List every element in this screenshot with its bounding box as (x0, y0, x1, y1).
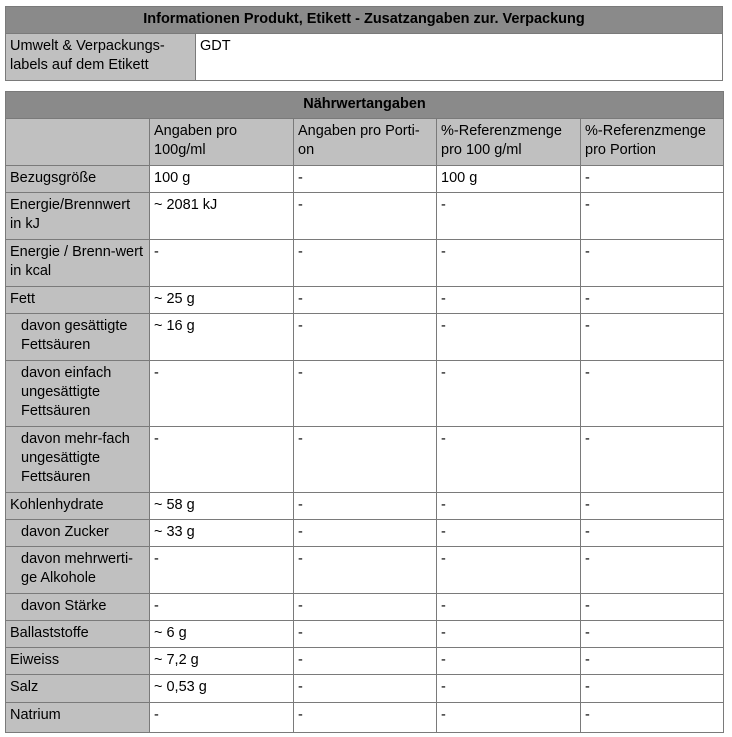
cell-value: - (437, 621, 581, 648)
column-header: Angaben pro 100g/ml (150, 119, 294, 166)
cell-value: - (581, 427, 724, 493)
cell-value: - (294, 427, 437, 493)
table-row (6, 493, 724, 520)
cell-value: - (437, 648, 581, 675)
row-label: Eiweiss (6, 648, 150, 675)
row-label: Bezugsgröße (6, 166, 150, 193)
row-label: Ballaststoffe (6, 621, 150, 648)
row-label: Energie/Brennwert in kJ (6, 193, 150, 240)
cell-value: ~ 16 g (150, 314, 294, 361)
table-row (6, 703, 724, 733)
cell-value: - (150, 361, 294, 427)
cell-value: - (581, 648, 724, 675)
cell-value: 100 g (437, 166, 581, 193)
cell-value: - (581, 493, 724, 520)
cell-value: - (294, 314, 437, 361)
cell-value: ~ 7,2 g (150, 648, 294, 675)
nutrition-title: Nährwertangaben (6, 92, 724, 119)
cell-value: - (294, 621, 437, 648)
table-row (6, 648, 724, 675)
cell-value: ~ 25 g (150, 287, 294, 314)
cell-value: - (294, 547, 437, 594)
packaging-label-heading (6, 34, 196, 81)
column-header: %-Referenzmenge pro Portion (581, 119, 724, 166)
cell-value: - (437, 361, 581, 427)
cell-value: - (294, 520, 437, 547)
cell-value: - (437, 520, 581, 547)
product-info-table (5, 6, 723, 81)
row-label: davon mehrwerti-ge Alkohole (6, 547, 150, 594)
cell-value: - (150, 594, 294, 621)
table-row (6, 287, 724, 314)
cell-value: - (294, 287, 437, 314)
cell-value: - (581, 594, 724, 621)
cell-value: - (581, 361, 724, 427)
cell-value: - (294, 675, 437, 703)
cell-value: - (437, 193, 581, 240)
cell-value: - (581, 193, 724, 240)
table-row (6, 240, 724, 287)
cell-value: - (150, 240, 294, 287)
cell-value: - (437, 240, 581, 287)
table-row (6, 594, 724, 621)
table-row (6, 427, 724, 493)
column-header: %-Referenzmenge pro 100 g/ml (437, 119, 581, 166)
cell-value: - (581, 287, 724, 314)
table-row (6, 520, 724, 547)
cell-value: - (294, 594, 437, 621)
row-label: davon Stärke (6, 594, 150, 621)
cell-value: - (150, 547, 294, 594)
cell-value: - (437, 703, 581, 733)
cell-value: - (150, 427, 294, 493)
cell-value: - (437, 427, 581, 493)
cell-value: - (437, 493, 581, 520)
column-header (6, 119, 150, 166)
cell-value: - (437, 594, 581, 621)
cell-value: - (150, 703, 294, 733)
cell-value: - (581, 703, 724, 733)
cell-value: - (581, 240, 724, 287)
cell-value: - (437, 675, 581, 703)
cell-value: - (581, 547, 724, 594)
table-row (6, 547, 724, 594)
cell-value: - (294, 240, 437, 287)
table-row (6, 314, 724, 361)
cell-value: - (294, 361, 437, 427)
cell-value: - (294, 193, 437, 240)
label-line-1: Umwelt & Verpackungs- (10, 38, 165, 54)
row-label: davon mehr-fach ungesättigte Fettsäuren (6, 427, 150, 493)
cell-value: - (294, 648, 437, 675)
cell-value: - (294, 493, 437, 520)
row-label: Natrium (6, 703, 150, 733)
cell-value: - (581, 621, 724, 648)
row-label: Salz (6, 675, 150, 703)
cell-value: ~ 2081 kJ (150, 193, 294, 240)
cell-value: - (437, 287, 581, 314)
cell-value: ~ 33 g (150, 520, 294, 547)
column-header: Angaben pro Porti-on (294, 119, 437, 166)
table-row (6, 361, 724, 427)
cell-value: - (581, 520, 724, 547)
label-line-2: labels auf dem Etikett (10, 57, 149, 73)
cell-value: - (581, 166, 724, 193)
cell-value: 100 g (150, 166, 294, 193)
row-label: Kohlenhydrate (6, 493, 150, 520)
table-row (6, 675, 724, 703)
row-label: Fett (6, 287, 150, 314)
cell-value: - (437, 547, 581, 594)
row-label: Energie / Brenn-wert in kcal (6, 240, 150, 287)
product-info-title: Informationen Produkt, Etikett - Zusatzangaben zur. Verpackung (6, 7, 723, 34)
cell-value: - (581, 314, 724, 361)
row-label: davon einfach ungesättigte Fettsäuren (6, 361, 150, 427)
cell-value: - (581, 675, 724, 703)
packaging-label-value: GDT (196, 34, 723, 81)
nutrition-table (5, 91, 724, 733)
table-row (6, 193, 724, 240)
cell-value: ~ 6 g (150, 621, 294, 648)
row-label: davon Zucker (6, 520, 150, 547)
table-row (6, 621, 724, 648)
cell-value: - (294, 703, 437, 733)
cell-value: - (437, 314, 581, 361)
cell-value: ~ 0,53 g (150, 675, 294, 703)
cell-value: - (294, 166, 437, 193)
cell-value: ~ 58 g (150, 493, 294, 520)
table-row (6, 166, 724, 193)
row-label: davon gesättigte Fettsäuren (6, 314, 150, 361)
